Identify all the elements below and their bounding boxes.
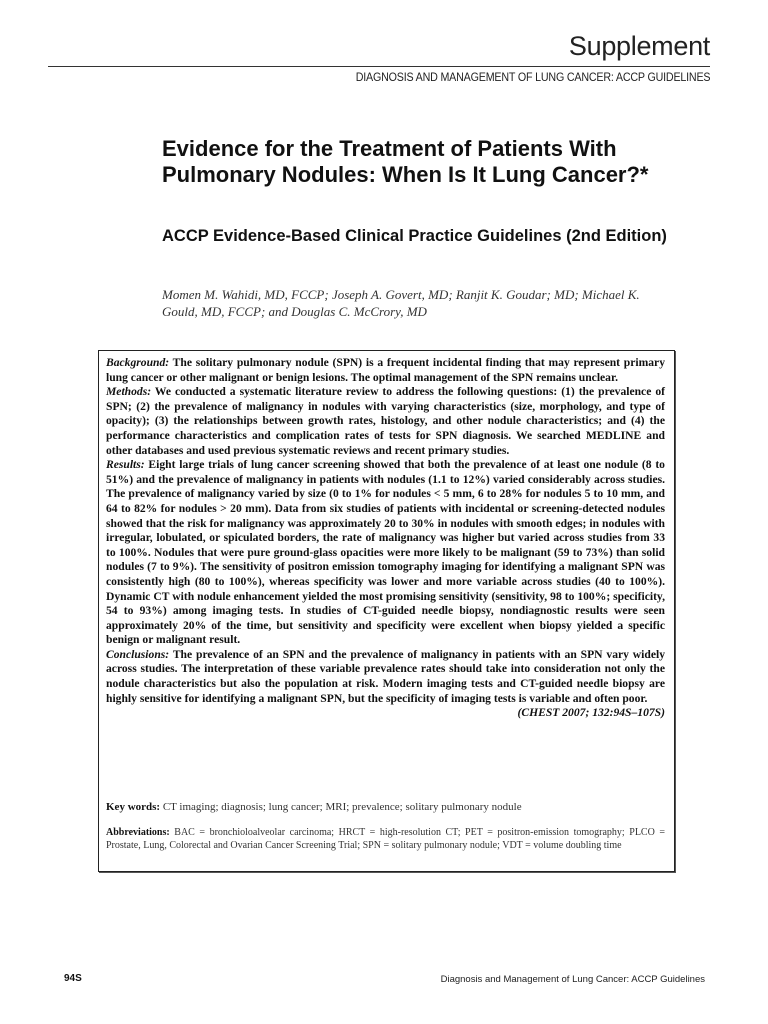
methods-label: Methods: xyxy=(106,385,152,399)
keywords-text: CT imaging; diagnosis; lung cancer; MRI; prevalence; solitary pulmonary nodule xyxy=(162,801,522,813)
section-label: Supplement xyxy=(568,31,710,61)
conclusions-label: Conclusions: xyxy=(106,647,170,661)
background-label: Background: xyxy=(106,356,170,369)
footer-journal-title: Diagnosis and Management of Lung Cancer: ACCP Guidelines xyxy=(440,974,705,985)
background-text: The solitary pulmonary nodule (SPN) is a frequent incidental finding that may represent primary lung cancer or other malignant or benign lesions. The optimal management of the SPN remains unclear. xyxy=(106,356,665,384)
abstract xyxy=(106,356,665,721)
keywords-label: Key words: xyxy=(106,801,161,813)
abstract-results xyxy=(106,458,665,648)
abbreviations-text: BAC = bronchioloalveolar carcinoma; HRCT = high-resolution CT; PET = positron-emission tomography; PLCO = Prostate, Lung, Colorectal and Ovarian Cancer Screening Trial; SPN = solitary pulmonary nodule; VDT = volume doubling time xyxy=(106,827,666,851)
running-head: DIAGNOSIS AND MANAGEMENT OF LUNG CANCER: ACCP GUIDELINES xyxy=(355,72,710,84)
article-subtitle: ACCP Evidence-Based Clinical Practice Guidelines (2nd Edition) xyxy=(162,227,667,245)
abstract-conclusions xyxy=(106,647,665,720)
keywords xyxy=(106,800,665,814)
abstract-methods xyxy=(106,385,665,458)
author-list: Momen M. Wahidi, MD, FCCP; Joseph A. Govert, MD; Ranjit K. Goudar; MD; Michael K. Gould, MD, FCCP; and Douglas C. McCrory, MD xyxy=(162,287,640,319)
abstract-background xyxy=(106,356,665,385)
page-number: 94S xyxy=(64,973,82,984)
header-divider xyxy=(48,66,710,67)
results-label: Results: xyxy=(106,458,145,472)
results-text: Eight large trials of lung cancer screening showed that both the prevalence of at least one nodule (8 to 51%) and the prevalence of malignancy in patients with nodules (1.1 to 12%) varied considerably across studies. The prevalence of malignancy varied by size (0 to 1% for nodules < 5 mm, 6 to 28% for nodules 5 to 10 mm, and 64 to 82% for nodules > 20 mm). Data from six studies of patients with incidental or screening-detected nodules showed that the risk for malignancy was approximately 20 to 30% in nodules with smooth edges; in nodules with irregular, lobulated, or spiculated borders, the rate of malignancy was higher but varied across studies from 33 to 100%. Nodules that were pure ground-glass opacities were more likely to be malignant (59 to 73%) than solid nodules (7 to 9%). The sensitivity of positron emission tomography imaging for identifying a malignant SPN was consistently high (80 to 100%), whereas specificity was lower and more variable across studies (40 to 100%). Dynamic CT with nodule enhancement yielded the most promising sensitivity (sensitivity, 98 to 100%; specificity, 54 to 93%) among imaging tests. In studies of CT-guided needle biopsy, nondiagnostic results were seen approximately 20% of the time, but sensitivity and specificity were excellent when biopsy yielded a specific benign or malignant result. xyxy=(106,458,665,647)
article-title: Evidence for the Treatment of Patients With Pulmonary Nodules: When Is It Lung Cancer?* xyxy=(162,136,649,187)
abbreviations xyxy=(106,826,665,852)
citation: (CHEST 2007; 132:94S–107S) xyxy=(517,706,665,720)
methods-text: We conducted a systematic literature review to address the following questions: (1) the prevalence of SPN; (2) the prevalence of malignancy in nodules with varying characteristics (size, morphology, and type of opacity); (3) the relationships between growth rates, histology, and other nodule characteristics; and (4) the performance characteristics and complication rates of tests for SPN diagnosis. We searched MEDLINE and other databases and used previous systematic reviews and recent primary studies. xyxy=(106,385,665,457)
abbreviations-label: Abbreviations: xyxy=(106,827,170,838)
conclusions-text: The prevalence of an SPN and the prevalence of malignancy in patients with an SPN vary widely across studies. The interpretation of these variable prevalence rates should take into consideration not only the nodule characteristics but also the population at risk. Modern imaging tests and CT-guided needle biopsy are highly sensitive for identifying a malignant SPN, but the specificity of imaging tests is variable and often poor. xyxy=(106,647,665,705)
